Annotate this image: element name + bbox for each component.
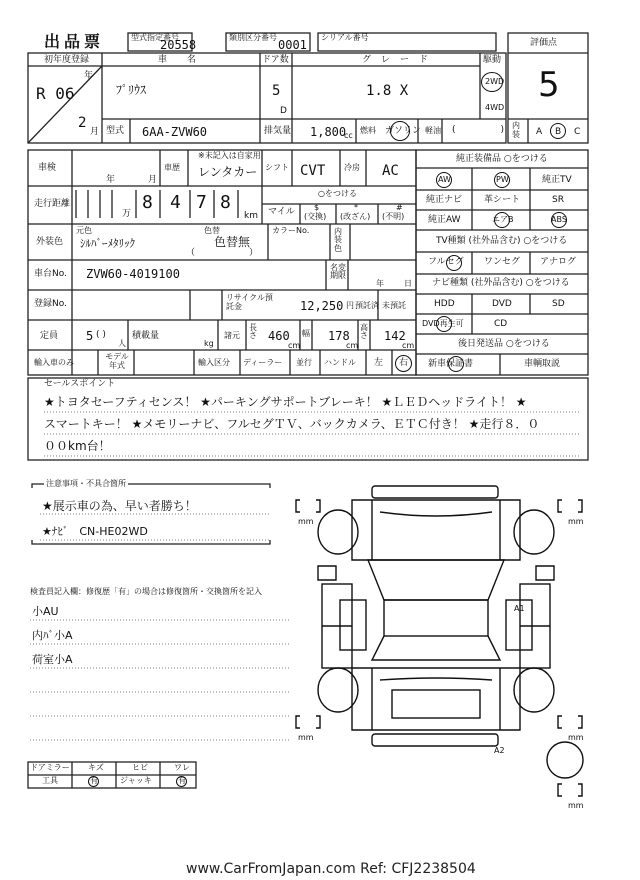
legend-crack: ヒビ <box>132 763 148 772</box>
mile-opt-dollar: $ <box>314 203 320 212</box>
mile-opt-unknown: (不明) <box>382 212 405 221</box>
tv-fullseg-circle <box>446 255 462 271</box>
diesel-label: 軽油 <box>425 126 441 135</box>
mileage-digit-2: 7 <box>196 192 207 213</box>
handle-label: ハンドル <box>324 358 356 367</box>
displacement-value: 1,800 <box>310 125 347 139</box>
chassis-label: 車台No. <box>34 269 67 279</box>
name-change-label: 名変期限 <box>330 263 346 281</box>
interior-label: 内装 <box>512 121 520 139</box>
equip-aw-circle <box>436 172 452 188</box>
legend-tools: 工具 <box>42 776 58 785</box>
equip-sr: SR <box>552 195 564 205</box>
later-manual: 車輌取説 <box>524 359 561 369</box>
length-value: 460 <box>268 329 290 343</box>
equip-abs-circle <box>551 212 567 228</box>
interior-color-label: 内装色 <box>334 227 342 253</box>
car-name: ﾌﾟﾘｳｽ <box>116 83 147 97</box>
later-warranty: 新車保証書 <box>428 359 474 369</box>
navi-dvd-play: DVD再生可 <box>422 319 464 328</box>
ac-value: AC <box>382 163 399 179</box>
color-label: 外装色 <box>36 237 64 247</box>
mileage-digit-3: 8 <box>220 192 231 213</box>
type-approval-label: 型式指定番号 <box>131 33 179 42</box>
color-value: ｼﾙﾊﾞｰﾒﾀﾘｯｸ <box>80 237 135 250</box>
capacity-paren: ( ) <box>96 330 106 340</box>
drive-4wd: 4WD <box>485 103 505 112</box>
equip-std-navi: 純正ナビ <box>426 195 463 205</box>
car-history-note: ※未記入は自家用 <box>198 151 261 160</box>
inspector-line-3: 荷室小A <box>32 653 73 666</box>
legend-jack: ジャッキ <box>120 776 152 785</box>
length-unit: cm <box>288 341 301 350</box>
shift-value: CVT <box>300 163 326 179</box>
equip-pw: PW <box>496 175 509 184</box>
width-unit: cm <box>346 341 359 350</box>
equip-airbag: エアB <box>492 215 514 224</box>
legend-jack-circle <box>176 776 187 787</box>
mm-rear-left: mm <box>298 733 314 742</box>
mileage-digit-1: 4 <box>170 192 181 213</box>
mileage-man: 8 <box>142 192 153 213</box>
grade-label: グレード <box>362 55 439 65</box>
class-no: 0001 <box>278 38 307 52</box>
diesel-paren: ( ) <box>452 125 505 135</box>
tv-fullseg: フルセグ <box>428 257 464 267</box>
notes-label: 注意事項・不具合箇所 <box>46 479 126 488</box>
import-parallel: 並行 <box>296 358 312 367</box>
fuel-circle <box>390 121 410 141</box>
load-unit: kg <box>204 339 214 348</box>
navi-type-label: ナビ種類 (社外品含む) ○をつける <box>432 278 570 288</box>
legend-tools-circle <box>88 776 99 787</box>
mileage-label: 走行距離 <box>34 199 71 209</box>
interior-b: B <box>555 127 562 137</box>
navi-sd: SD <box>552 299 565 309</box>
car-history-value: レンタカー <box>198 165 258 179</box>
navi-dvd-play-circle <box>436 316 452 332</box>
reg-label: 登録No. <box>34 299 67 309</box>
recycle-label: リサイクル預託金 <box>226 293 273 311</box>
model-year-label: モデル年式 <box>105 352 129 370</box>
doors-label: ドア数 <box>262 55 289 65</box>
cc-unit: cc <box>344 131 353 140</box>
width-value: 178 <box>328 329 350 343</box>
first-reg-label: 初年度登録 <box>44 55 90 65</box>
displacement-label: 排気量 <box>264 126 292 136</box>
dims-label: 諸元 <box>224 331 240 340</box>
interior-b-circle <box>550 123 566 139</box>
legend-tools-yes: 有 <box>90 776 98 785</box>
interior-c: C <box>574 127 581 137</box>
fuel-gasoline: ガソリン <box>385 126 422 136</box>
serial-label: シリアル番号 <box>321 33 369 42</box>
import-label: 輸入車のみ <box>34 358 74 367</box>
legend-door-mirror: ドアミラー <box>30 763 70 772</box>
std-equipment-label: 純正装備品 ○をつける <box>456 154 548 164</box>
chassis-value: ZVW60-4019100 <box>86 267 180 281</box>
recycle-amount: 12,250 <box>300 299 344 313</box>
car-diagram <box>296 486 583 796</box>
watermark: www.CarFromJapan.com Ref: CFJ2238504 <box>186 861 476 877</box>
equip-aw: AW <box>438 175 451 184</box>
mile-opt-tamper: (改ざん) <box>340 212 371 221</box>
mile-opt-star: * <box>354 203 358 212</box>
width-label: 幅 <box>302 329 310 338</box>
ac-label: 冷房 <box>344 163 360 172</box>
mm-front-left: mm <box>298 517 314 526</box>
door-type: D <box>280 106 287 116</box>
doors-value: 5 <box>272 83 281 99</box>
color-no-label: カラーNo. <box>272 226 310 235</box>
model-value: 6AA-ZVW60 <box>142 125 208 139</box>
shift-label: シフト <box>265 163 289 172</box>
navi-hdd: HDD <box>434 299 455 309</box>
mile-opt-hash: # <box>396 203 403 212</box>
notes-line-1: ★展示車の為、早い者勝ち！ <box>42 499 197 513</box>
inspector-label: 検査員記入欄：修復歴「有」の場合は修復箇所・交換箇所を記入 <box>30 587 262 596</box>
name-change-year: 年 <box>376 279 384 288</box>
recycle-status: 預託済 <box>355 301 379 310</box>
orig-color-label: 元色 <box>76 226 92 235</box>
mile-circle-note: ○をつける <box>318 189 357 198</box>
handle-right: 右 <box>399 358 409 368</box>
name-change-day: 日 <box>404 279 412 288</box>
interior-a: A <box>536 127 543 137</box>
tv-oneseg: ワンセグ <box>484 257 521 267</box>
mm-rear-right: mm <box>568 733 584 742</box>
model-label: 型式 <box>106 126 125 136</box>
capacity-label: 定員 <box>40 331 59 341</box>
equip-abs: ABS <box>551 215 567 224</box>
tv-analog: アナログ <box>540 257 577 267</box>
load-label: 積載量 <box>132 331 160 341</box>
inspection-month-unit: 月 <box>148 175 158 185</box>
inspector-line-1: 小AU <box>32 605 59 618</box>
recycle-unit: 円 <box>346 301 354 310</box>
import-dealer: ディーラー <box>243 358 283 367</box>
mile-opt-exchange: (交換) <box>304 212 327 221</box>
equip-airbag-circle <box>494 212 510 228</box>
score-label: 評価点 <box>530 38 558 48</box>
equip-leather: 革シート <box>484 195 521 205</box>
mm-spare: mm <box>568 801 584 810</box>
color-change-label: 色替 <box>204 226 220 235</box>
legend-broken: ワレ <box>174 763 190 772</box>
score-value: 5 <box>538 65 560 105</box>
sales-point-label: セールスポイント <box>44 379 116 389</box>
height-label: 高さ <box>360 323 368 341</box>
km-unit: km <box>244 211 258 221</box>
drive-label: 駆動 <box>483 55 502 65</box>
mm-front-right: mm <box>568 517 584 526</box>
equip-std-aw: 純正AW <box>428 215 461 225</box>
first-reg-month: 2 <box>78 115 87 131</box>
damage-a2: A2 <box>494 746 505 755</box>
length-label: 長さ <box>249 323 257 341</box>
color-change-paren: （ ） <box>186 248 259 258</box>
drive-2wd: 2WD <box>485 77 505 86</box>
class-no-label: 類別区分番号 <box>229 33 277 42</box>
sales-line-1: ★トヨタセーフティセンス！ ★パーキングサポートブレーキ！ ★ＬＥＤヘッドライト！ ★ <box>44 395 527 409</box>
drive-2wd-circle <box>481 72 503 92</box>
navi-dvd: DVD <box>492 299 512 309</box>
sales-line-3: ００km台！ <box>44 439 111 453</box>
inspection-year-unit: 年 <box>106 175 116 185</box>
height-unit: cm <box>402 341 415 350</box>
capacity-unit: 人 <box>118 339 126 348</box>
type-approval-no: 20558 <box>160 38 197 52</box>
damage-a1: A1 <box>514 604 525 613</box>
month-unit: 月 <box>90 127 100 137</box>
grade-value: 1.8 X <box>366 83 409 99</box>
later-ship-label: 後日発送品 ○をつける <box>458 339 550 349</box>
recycle-unpaid: 未預託 <box>382 301 406 310</box>
notes-line-2: ★ﾅﾋﾞ CN-HE02WD <box>42 525 148 538</box>
car-name-label: 車名 <box>158 55 217 65</box>
legend-scratch: キズ <box>88 763 104 772</box>
import-class-label: 輸入区分 <box>198 358 230 367</box>
sales-line-2: スマートキー！ ★メモリーナビ、フルセグＴＶ、バックカメラ、ＥＴＣ付き！ ★走行８．０ <box>44 417 540 431</box>
equip-pw-circle <box>494 172 510 188</box>
legend-jack-yes: 有 <box>178 776 186 785</box>
handle-left: 左 <box>374 358 384 368</box>
form-title: 出品票 <box>44 32 105 51</box>
capacity-value: 5 <box>86 329 94 343</box>
handle-right-circle <box>395 355 412 372</box>
year-unit: 年 <box>84 71 94 81</box>
inspector-line-2: 内ﾊﾞ小A <box>32 629 73 642</box>
tv-type-label: TV種類 (社外品含む) ○をつける <box>436 236 568 246</box>
height-value: 142 <box>384 329 406 343</box>
first-reg-year: R 06 <box>36 84 75 103</box>
fuel-label: 燃料 <box>360 126 376 135</box>
mile-label: マイル <box>268 207 295 217</box>
man-unit: 万 <box>122 209 132 219</box>
navi-cd: CD <box>494 319 508 329</box>
color-change-value: 色替無 <box>214 235 251 249</box>
inspection-label: 車検 <box>38 163 57 173</box>
car-history-label: 車歴 <box>164 163 180 172</box>
later-warranty-circle <box>448 356 464 372</box>
equip-std-tv: 純正TV <box>542 175 572 185</box>
